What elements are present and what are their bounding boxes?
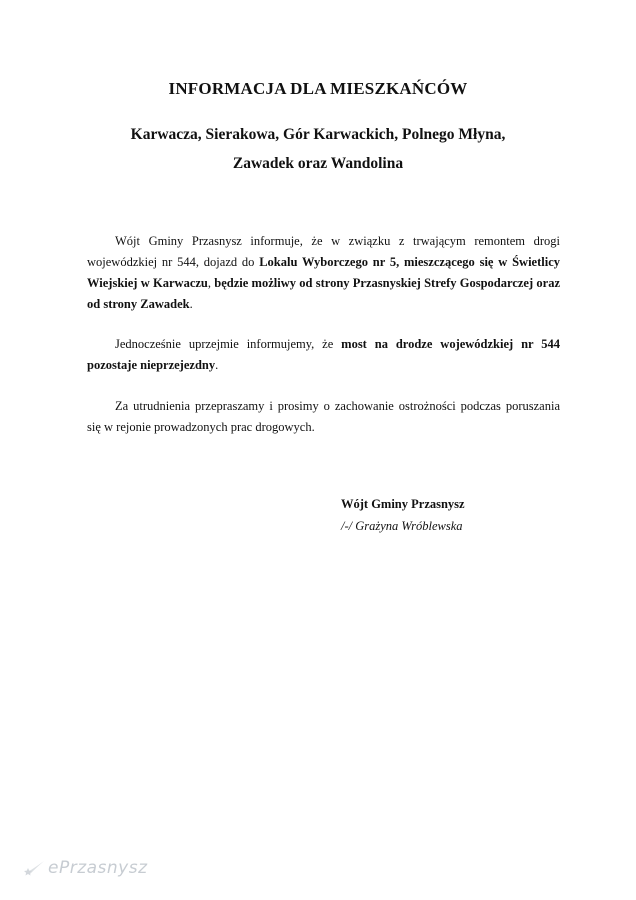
paragraph-3: [87, 396, 560, 438]
signature-name: /-/ Grażyna Wróblewska: [341, 519, 463, 533]
paragraph-1-text-c: .: [189, 297, 193, 311]
signature-block: [341, 493, 465, 537]
document-subtitle-line2: Zawadek oraz Wandolina: [232, 155, 404, 172]
paragraph-2: [87, 334, 560, 376]
signature-title: Wójt Gminy Przasnysz: [341, 497, 465, 511]
watermark: [24, 858, 148, 878]
paragraph-2-text-b: .: [215, 358, 219, 372]
paragraph-3-text: Za utrudnienia przepraszamy i prosimy o zachowanie ostrożności podczas poruszania się w rejonie prowadzonych prac drogowych.: [87, 399, 560, 434]
paragraph-1-text-a: Wójt Gminy Przasnysz informuje, że w związku z trwającym remontem drogi wojewódzkiej nr 544, dojazd do: [87, 234, 560, 269]
paragraph-1: [87, 231, 560, 315]
paragraph-1-bold-access: będzie możliwy od strony Przasnyskiej Strefy Gospodarczej oraz od strony Zawadek: [87, 276, 560, 311]
paragraph-2-text-a: Jednocześnie uprzejmie informujemy, że: [115, 337, 342, 351]
document-title: INFORMACJA DLA MIESZKAŃCÓW: [168, 79, 468, 98]
document-subtitle-line1: Karwacza, Sierakowa, Gór Karwackich, Polnego Młyna,: [130, 126, 506, 143]
star-swoosh-logo-icon: [24, 859, 46, 877]
paragraph-1-text-b: ,: [207, 276, 215, 290]
paragraph-2-bold-bridge: most na drodze wojewódzkiej nr 544 pozostaje nieprzejezdny: [87, 337, 560, 372]
watermark-text: ePrzasnysz: [48, 858, 148, 878]
paragraph-1-bold-location: Lokalu Wyborczego nr 5, mieszczącego się w Świetlicy Wiejskiej w Karwaczu: [87, 255, 560, 290]
